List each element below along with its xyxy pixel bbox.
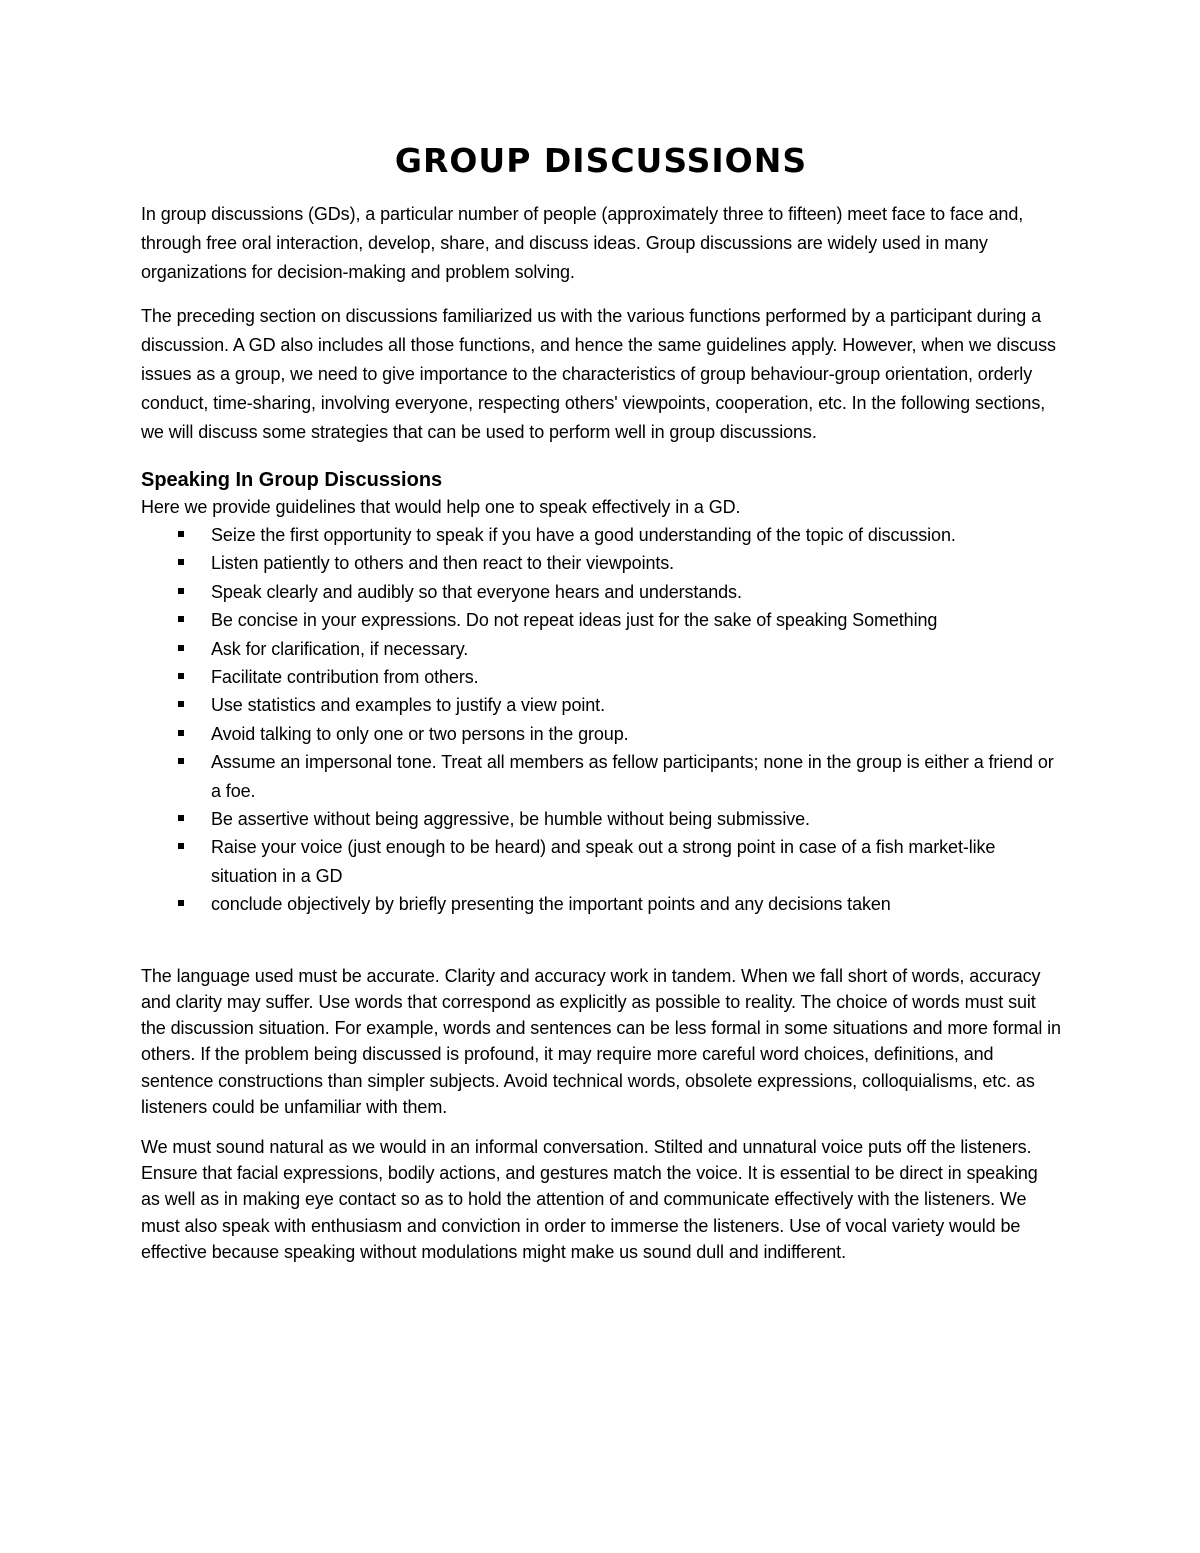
- square-bullet-icon: [178, 531, 184, 537]
- list-item-text: Raise your voice (just enough to be heard) and speak out a strong point in case of a fish market-like situation in a GD: [211, 837, 996, 886]
- square-bullet-icon: [178, 900, 184, 906]
- guidelines-list: [141, 521, 1061, 919]
- list-item-text: Be assertive without being aggressive, be humble without being submissive.: [211, 809, 810, 830]
- document-title: GROUP DISCUSSIONS: [394, 141, 808, 180]
- list-item-text: Speak clearly and audibly so that everyone hears and understands.: [211, 581, 742, 602]
- section-heading: Speaking In Group Discussions: [141, 469, 443, 491]
- document-content: [141, 138, 1061, 1265]
- list-item: [141, 663, 1061, 691]
- list-item: [141, 635, 1061, 663]
- list-item: [141, 549, 1061, 577]
- list-item-text: Use statistics and examples to justify a view point.: [211, 695, 605, 716]
- list-item-text: Ask for clarification, if necessary.: [211, 638, 469, 659]
- square-bullet-icon: [178, 588, 184, 594]
- list-item: [141, 890, 1061, 918]
- list-item-text: Listen patiently to others and then react to their viewpoints.: [211, 553, 675, 574]
- list-item: [141, 748, 1061, 805]
- square-bullet-icon: [178, 616, 184, 622]
- square-bullet-icon: [178, 758, 184, 764]
- section-intro: Here we provide guidelines that would help one to speak effectively in a GD.: [141, 497, 741, 517]
- list-item-text: Facilitate contribution from others.: [211, 667, 479, 688]
- intro-paragraph-2: The preceding section on discussions familiarized us with the various functions performed by a participant during a discussion. A GD also includes all those functions, and hence the same guidelines apply. However, when we discuss issues as a group, we need to give importance to the characteristics of group behaviour-group orientation, orderly conduct, time-sharing, involving everyone, respecting others' viewpoints, cooperation, etc. In the following sections, we will discuss some strategies that can be used to perform well in group discussions.: [141, 306, 1056, 442]
- list-item: [141, 521, 1061, 549]
- list-item: [141, 578, 1061, 606]
- list-item-text: Seize the first opportunity to speak if you have a good understanding of the topic of discussion.: [211, 525, 956, 545]
- list-item: [141, 691, 1061, 719]
- list-item: [141, 805, 1061, 833]
- square-bullet-icon: [178, 843, 184, 849]
- closing-paragraph-1: The language used must be accurate. Clarity and accuracy work in tandem. When we fall short of words, accuracy and clarity may suffer. Use words that correspond as explicitly as possible to reality. The choice of words must suit the discussion situation. For example, words and sentences can be less formal in some situations and more formal in others. If the problem being discussed is profound, it may require more careful word choices, definitions, and sentence constructions than simpler subjects. Avoid technical words, obsolete expressions, colloquialisms, etc. as listeners could be unfamiliar with them.: [141, 965, 1061, 1117]
- list-item: [141, 833, 1061, 890]
- square-bullet-icon: [178, 730, 184, 736]
- list-item-text: conclude objectively by briefly presenting the important points and any decisions taken: [211, 894, 891, 915]
- square-bullet-icon: [178, 559, 184, 565]
- list-item-text: Avoid talking to only one or two persons in the group.: [211, 723, 629, 744]
- square-bullet-icon: [178, 645, 184, 651]
- list-item-text: Be concise in your expressions. Do not repeat ideas just for the sake of speaking Something: [211, 610, 938, 631]
- square-bullet-icon: [178, 673, 184, 679]
- square-bullet-icon: [178, 815, 184, 821]
- intro-paragraph-1: In group discussions (GDs), a particular number of people (approximately three to fifteen) meet face to face and, through free oral interaction, develop, share, and discuss ideas. Group discussions are widely used in many organizations for decision-making and problem solving.: [141, 204, 1024, 282]
- list-item: [141, 720, 1061, 748]
- closing-paragraph-2: We must sound natural as we would in an informal conversation. Stilted and unnatural voice puts off the listeners. Ensure that facial expressions, bodily actions, and gestures match the voice. It is essential to be direct in speaking as well as in making eye contact so as to hold the attention of and communicate effectively with the listeners. We must also speak with enthusiasm and conviction in order to immerse the listeners. Use of vocal variety would be effective because speaking without modulations might make us sound dull and indifferent.: [141, 1136, 1038, 1262]
- list-item: [141, 606, 1061, 634]
- square-bullet-icon: [178, 701, 184, 707]
- list-item-text: Assume an impersonal tone. Treat all members as fellow participants; none in the group is either a friend or a foe.: [211, 752, 1054, 801]
